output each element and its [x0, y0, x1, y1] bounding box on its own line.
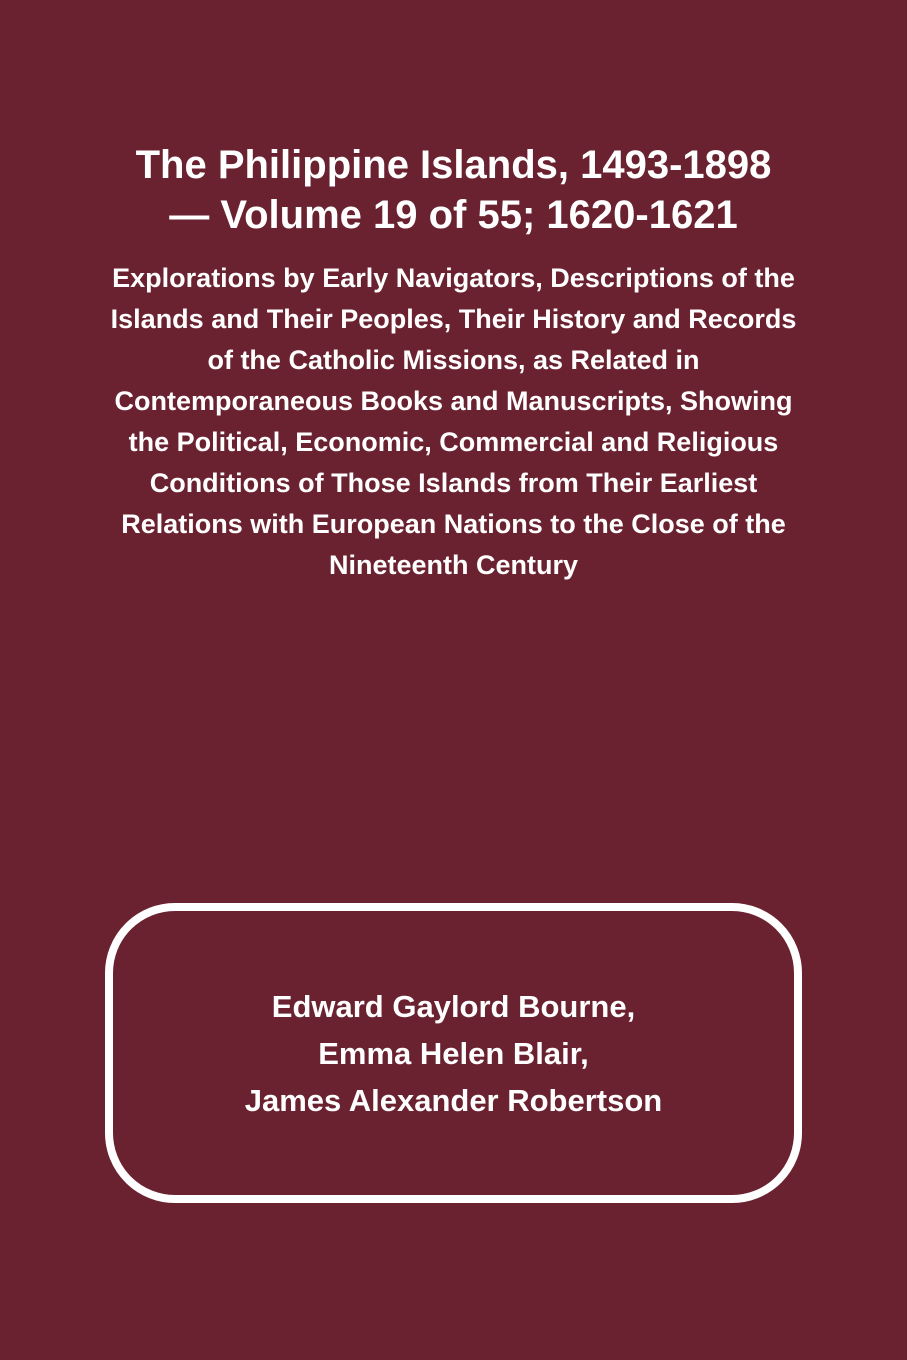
- page-title: The Philippine Islands, 1493-1898 — Volume 19 of 55; 1620-1621: [135, 143, 772, 237]
- title-block: [104, 140, 804, 586]
- author-name: Edward Gaylord Bourne,: [271, 988, 636, 1024]
- author-name: James Alexander Robertson: [244, 1082, 663, 1118]
- author-name: Emma Helen Blair,: [318, 1035, 589, 1071]
- page-subtitle: Explorations by Early Navigators, Descriptions of the Islands and Their Peoples, Their History and Records of the Catholic Missions, as Related in Contemporaneous Books and Manuscripts, Showing the Political, Economic, Commercial and Religious Conditions of Those Islands from Their Earliest Relations with European Nations to the Close of the Nineteenth Century: [110, 263, 797, 580]
- author-box: [105, 903, 802, 1203]
